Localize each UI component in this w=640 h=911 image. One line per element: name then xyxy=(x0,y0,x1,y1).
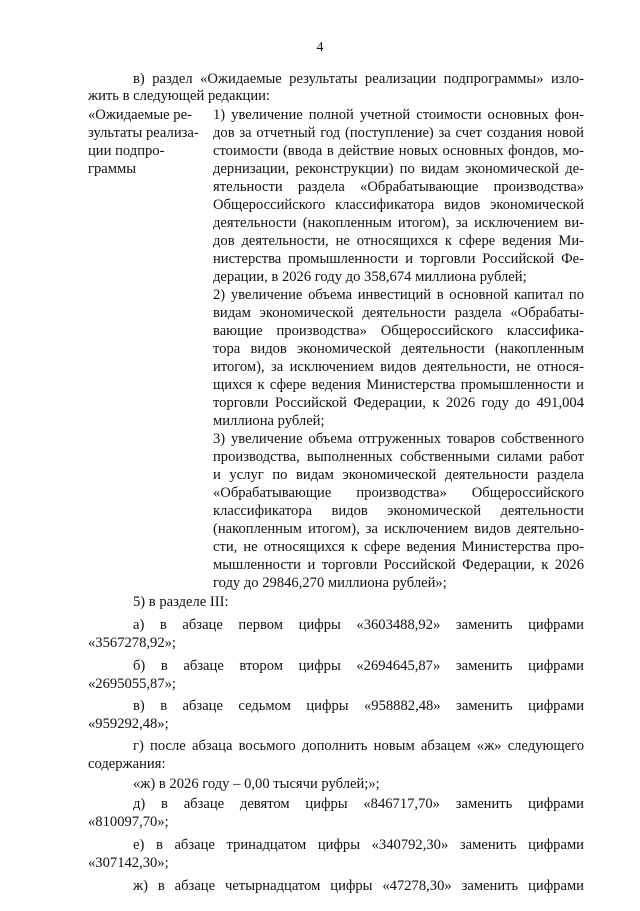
right-line-23: классификатора видов экономической деятельности xyxy=(213,503,584,519)
right-line-8: дов деятельности, не относящихся к сфере ведения Ми- xyxy=(213,233,584,249)
right-line-14: тора видов экономической деятельности (накопленным xyxy=(213,341,584,357)
intro-line-1: в) раздел «Ожидаемые результаты реализации подпрограммы» изло- xyxy=(133,71,584,87)
right-line-3: стоимости (ввода в действие новых основных фондов, мо- xyxy=(213,143,584,159)
right-line-20: производства, выполненных собственными силами работ xyxy=(213,449,584,465)
left-label-line-1: «Ожидаемые ре- xyxy=(88,107,192,123)
right-line-26: мышленности и торговли Российской Федерации, к 2026 xyxy=(213,557,584,573)
right-line-9: нистерства промышленности и торговли Российской Фе- xyxy=(213,251,584,267)
section5-a-line-1: а) в абзаце первом цифры «3603488,92» заменить цифрами xyxy=(133,617,584,633)
right-line-10: дерации, в 2026 году до 358,674 миллиона рублей; xyxy=(213,269,527,285)
section5-e-line-2: «307142,30»; xyxy=(88,855,169,871)
right-line-7: деятельности (накопленным итогом), за исключением ви- xyxy=(213,215,584,231)
right-line-4: дернизации, реконструкции) по видам экономической де- xyxy=(213,161,584,177)
right-line-25: сти, не относящихся к сфере ведения Министерства про- xyxy=(213,539,584,555)
right-line-17: торговли Российской Федерации, к 2026 году до 491,004 xyxy=(213,395,584,411)
section5-v-line-1: в) в абзаце седьмом цифры «958882,48» заменить цифрами xyxy=(133,698,584,714)
right-line-21: и услуг по видам экономической деятельности раздела xyxy=(213,467,584,483)
right-line-16: щихся к сфере ведения Министерства промышленности и xyxy=(213,377,584,393)
section5-g-line-3: «ж) в 2026 году – 0,00 тысячи рублей;»; xyxy=(133,776,380,792)
section5-v-line-2: «959292,48»; xyxy=(88,716,169,732)
right-line-22: «Обрабатывающие производства» Общероссийского xyxy=(213,485,584,501)
section5-zh-line-1: ж) в абзаце четырнадцатом цифры «47278,30» заменить цифрами xyxy=(133,878,584,894)
right-line-18: миллиона рублей; xyxy=(213,413,325,429)
left-label-line-3: ции подпро- xyxy=(88,143,165,159)
left-label-line-4: граммы xyxy=(88,161,137,177)
right-line-24: (накопленным итогом), за исключением видов деятельно- xyxy=(213,521,584,537)
section5-b-line-2: «2695055,87»; xyxy=(88,676,176,692)
intro-line-2: жить в следующей редакции: xyxy=(88,88,271,104)
right-line-19: 3) увеличение объема отгруженных товаров собственного xyxy=(213,431,584,447)
right-line-13: вающие производства» Общероссийского классифика- xyxy=(213,323,584,339)
section5-e-line-1: е) в абзаце тринадцатом цифры «340792,30» заменить цифрами xyxy=(133,837,584,853)
right-line-5: ятельности раздела «Обрабатывающие производства» xyxy=(213,179,584,195)
right-line-11: 2) увеличение объема инвестиций в основной капитал по xyxy=(213,287,584,303)
right-line-2: дов за отчетный год (поступление) за счет создания новой xyxy=(213,125,584,141)
right-line-1: 1) увеличение полной учетной стоимости основных фон- xyxy=(213,107,584,123)
right-line-27: году до 29846,270 миллиона рублей»; xyxy=(213,575,447,591)
right-line-15: итогом), за исключением видов деятельности, не относя- xyxy=(213,359,584,375)
left-label-line-2: зультаты реализа- xyxy=(88,125,199,141)
section5-heading: 5) в разделе III: xyxy=(133,594,229,610)
right-line-6: Общероссийского классификатора видов экономической xyxy=(213,197,584,213)
section5-b-line-1: б) в абзаце втором цифры «2694645,87» заменить цифрами xyxy=(133,658,584,674)
section5-g-line-1: г) после абзаца восьмого дополнить новым абзацем «ж» следующего xyxy=(133,738,584,754)
section5-a-line-2: «3567278,92»; xyxy=(88,635,176,651)
page-number: 4 xyxy=(316,40,324,55)
section5-g-line-2: содержания: xyxy=(88,756,166,772)
right-line-12: видам экономической деятельности раздела «Обрабаты- xyxy=(213,305,584,321)
section5-d-line-1: д) в абзаце девятом цифры «846717,70» заменить цифрами xyxy=(133,796,584,812)
section5-d-line-2: «810097,70»; xyxy=(88,814,169,830)
